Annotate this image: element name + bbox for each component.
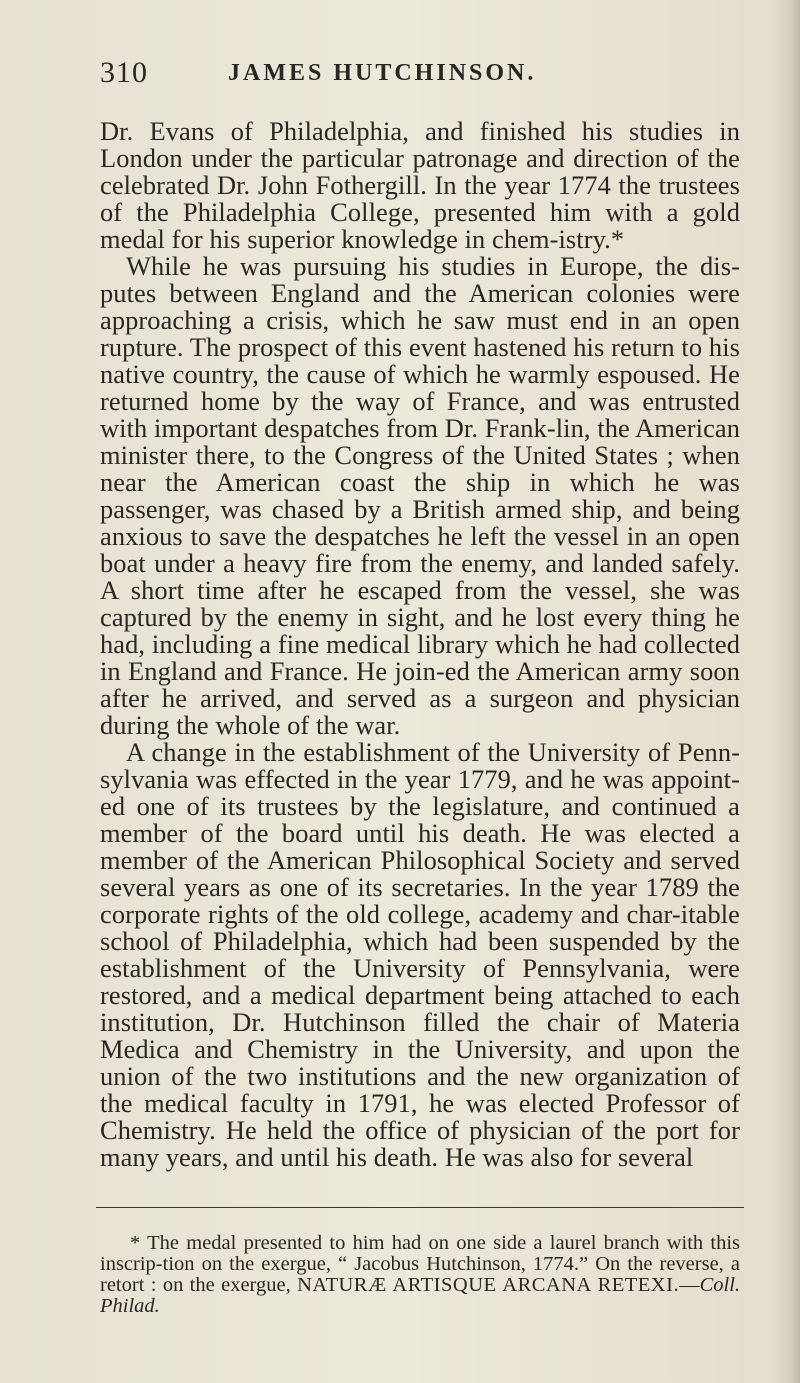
footnote-dash: — <box>679 1274 700 1296</box>
footnote-rule <box>96 1207 744 1208</box>
paragraph-2: While he was pursuing his studies in Europe, the dis-putes between England and the American colonies were approaching a crisis, which he saw must end in an open rupture. The prospect of this event hastened his return to his native country, the cause of which he warmly espoused. He returned home by the way of France, and was entrusted with important despatches from Dr. Frank-lin, the American minister there, to the Congress of the United States ; when near the American coast the ship in which he was passenger, was chased by a British armed ship, and being anxious to save the despatches he left the vessel in an open boat under a heavy fire from the enemy, and landed safely. A short time after he escaped from the vessel, she was captured by the enemy in sight, and he lost every thing he had, including a fine medical library which he had collected in England and France. He join-ed the American army soon after he arrived, and served as a surgeon and physician during the whole of the war. <box>100 251 740 740</box>
footnote <box>100 1233 740 1317</box>
footnote-source: Coll. Philad. <box>100 1274 741 1317</box>
footnote-paragraph <box>100 1233 740 1317</box>
paragraph-3: A change in the establishment of the University of Penn-sylvania was effected in the year 1779, and he was appoint-ed one of its trustees by the legislature, and continued a member of the board until his death. He was elected a member of the American Philosophical Society and served several years as one of its secretaries. In the year 1789 the corporate rights of the old college, academy and char-itable school of Philadelphia, which had been suspended by the establishment of the University of Pennsylvania, were restored, and a medical department being attached to each institution, Dr. Hutchinson filled the chair of Materia Medica and Chemistry in the University, and upon the union of the two institutions and the new organization of the medical faculty in 1791, he was elected Professor of Chemistry. He held the office of physician of the port for many years, and until his death. He was also for several <box>100 737 740 1172</box>
footnote-motto: NATURÆ ARTISQUE ARCANA RETEXI. <box>297 1274 680 1296</box>
page-edge-shadow <box>772 0 800 1383</box>
body-text <box>100 118 740 1171</box>
page-number: 310 <box>100 56 148 89</box>
footnote-lead: * The medal presented to him had on one side a laurel branch with this inscrip-tion on the exergue, “ Jacobus Hutchinson, 1774.” On the reverse, a retort : on the exergue, <box>100 1232 740 1296</box>
page-header <box>100 56 740 90</box>
running-title: JAMES HUTCHINSON. <box>228 60 537 86</box>
paragraph-1: Dr. Evans of Philadelphia, and finished his studies in London under the particular patronage and direction of the celebrated Dr. John Fothergill. In the year 1774 the trustees of the Philadelphia College, presented him with a gold medal for his superior knowledge in chem-istry.* <box>100 116 740 254</box>
